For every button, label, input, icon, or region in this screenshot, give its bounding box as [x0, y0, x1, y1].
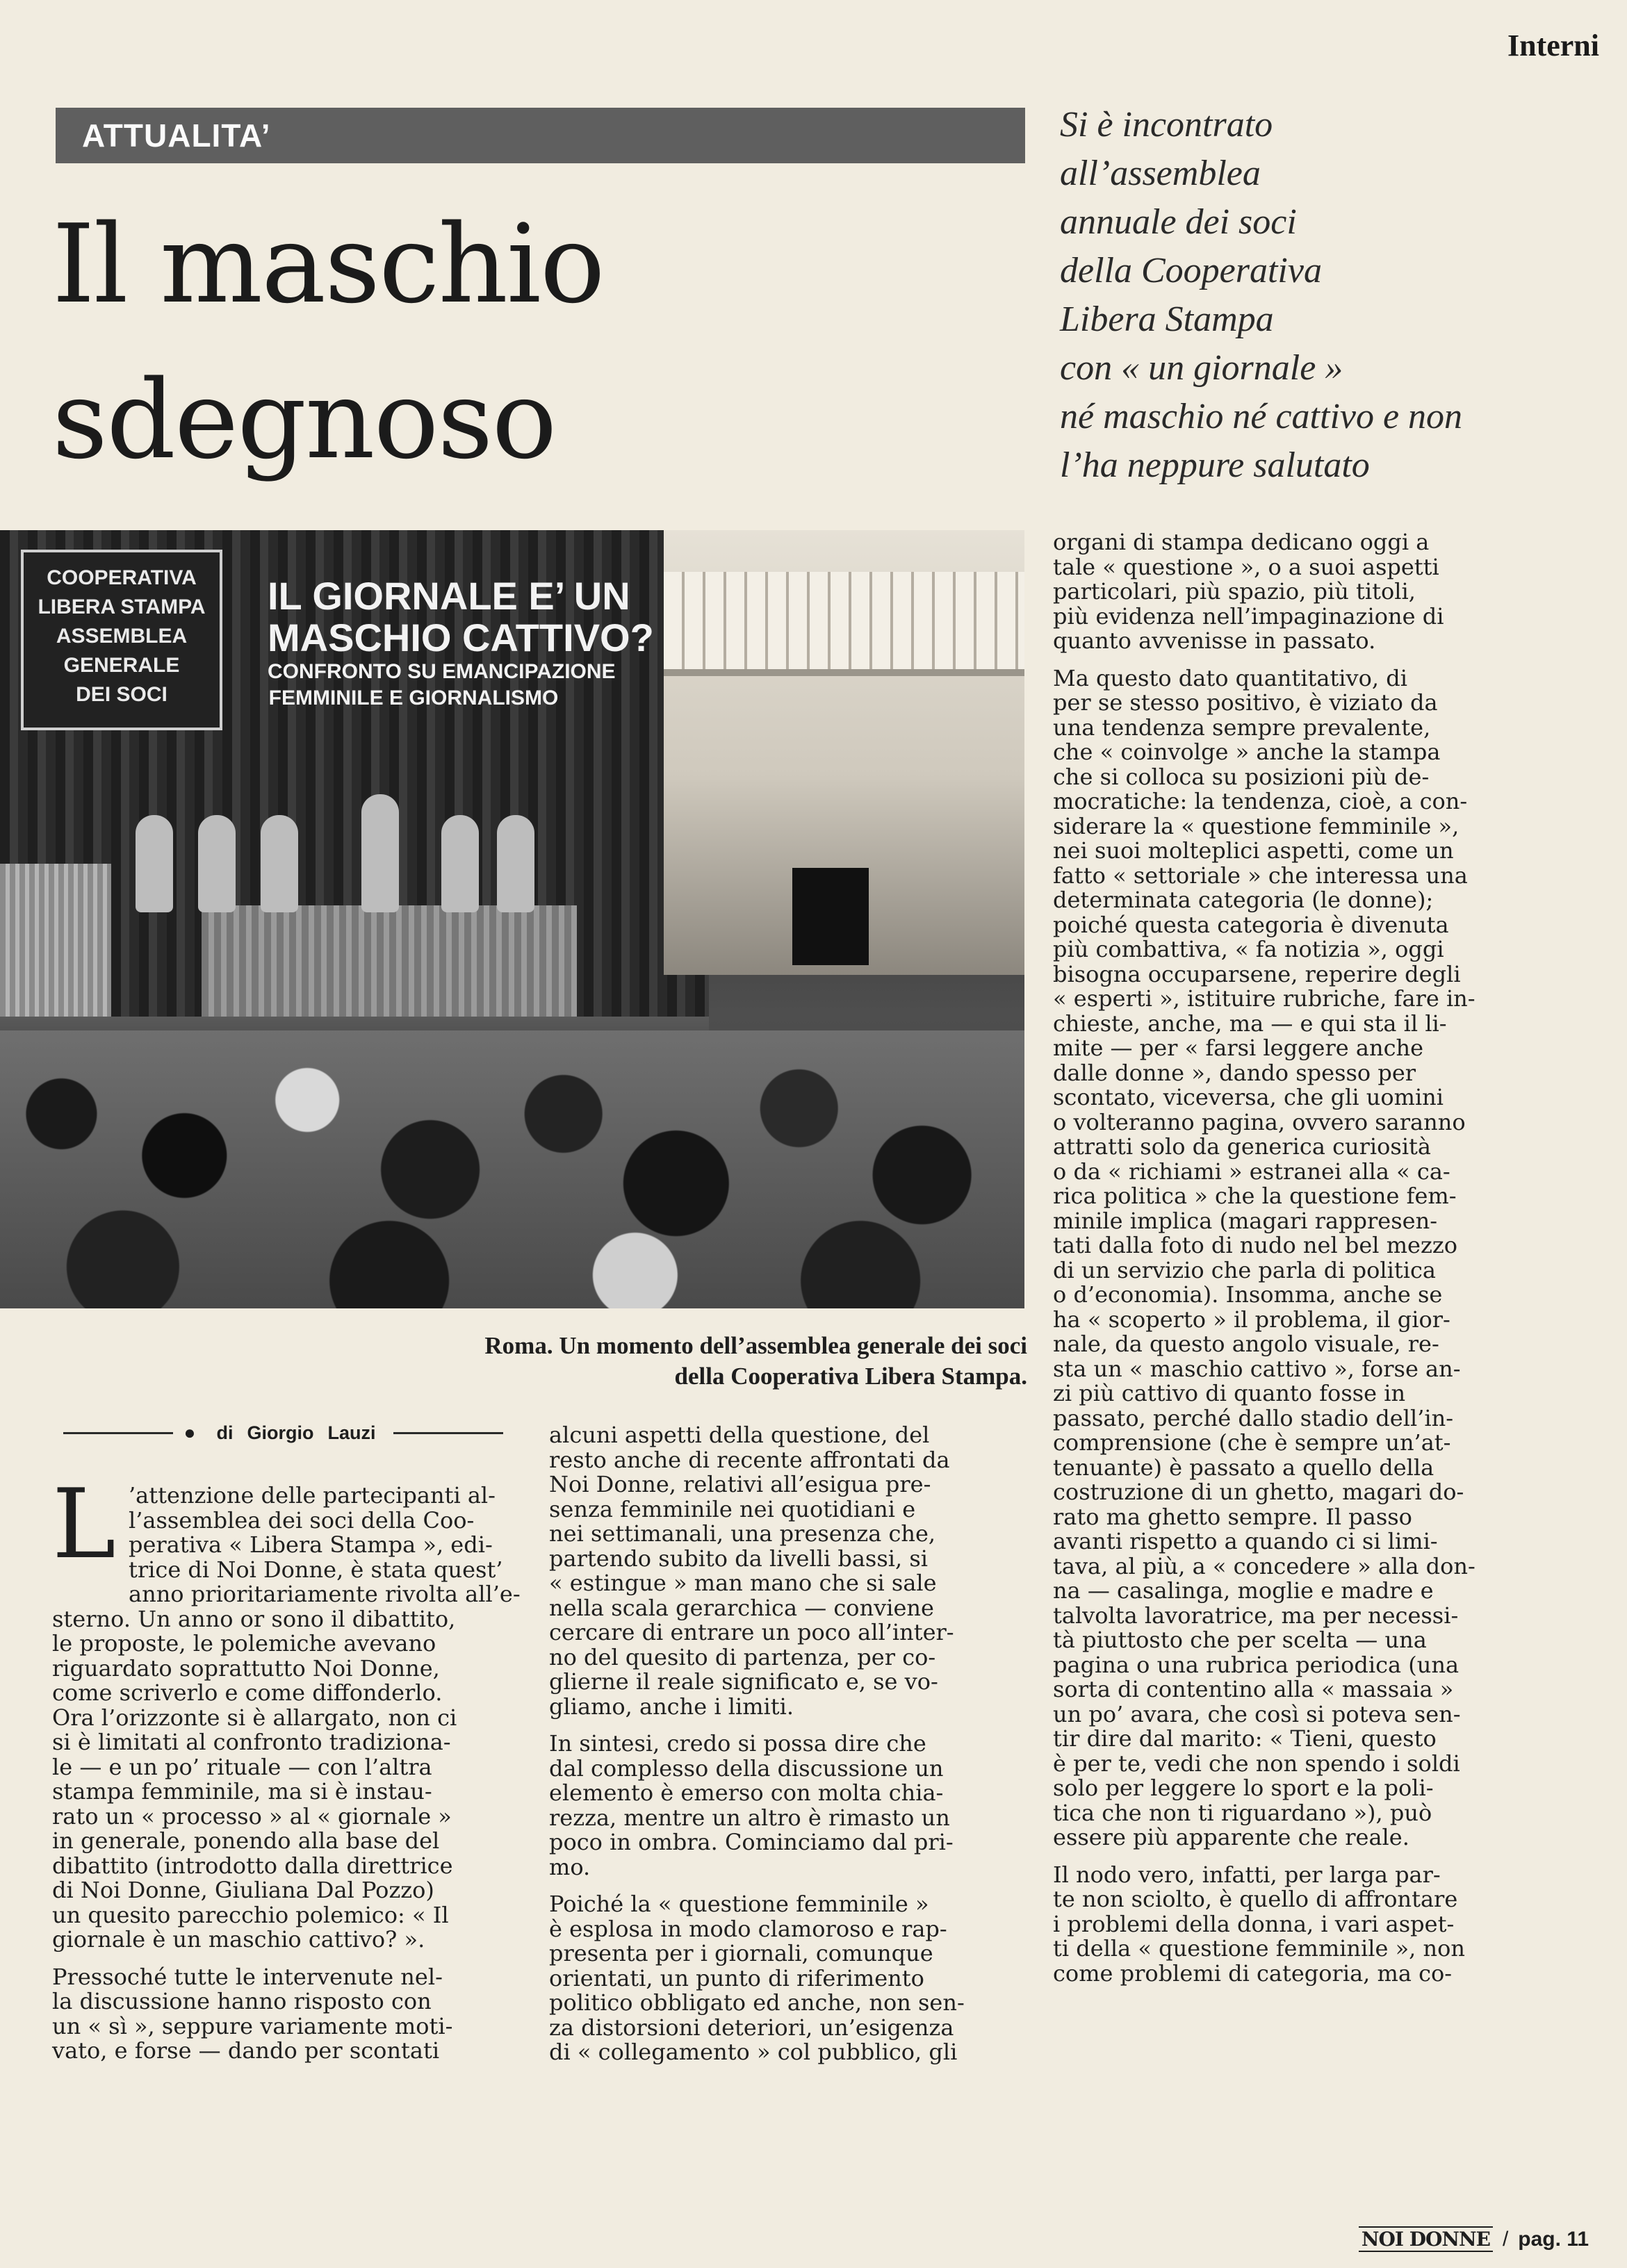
drop-cap: L — [52, 1468, 116, 1580]
article-line: una tendenza sempre prevalente, — [1053, 714, 1431, 741]
article-line: rato ma ghetto sempre. Il passo — [1053, 1503, 1412, 1530]
article-line: solo per leggere lo sport e la poli- — [1053, 1775, 1434, 1801]
article-line: anno prioritariamente rivolta all’e- — [129, 1581, 521, 1607]
article-line: determinata categoria (le donne); — [1053, 887, 1434, 913]
article-line: che si colloca su posizioni più de- — [1053, 763, 1430, 790]
debate-banner — [268, 574, 654, 712]
panelist — [136, 815, 173, 912]
draped-lectern — [0, 864, 111, 1030]
subtitle — [1060, 101, 1588, 490]
article-line: si è limitati al confronto tradiziona- — [52, 1729, 451, 1755]
article-line: trice di Noi Donne, è stata quest’ — [129, 1556, 503, 1583]
page-footer — [1359, 2226, 1589, 2252]
article-line: tenuante) è passato a quello della — [1053, 1454, 1434, 1481]
article-line: « esperti », istituire rubriche, fare in- — [1053, 985, 1475, 1012]
audience-crowd — [0, 1030, 1024, 1308]
article-line: vato, e forse — dando per scontati — [52, 2037, 440, 2064]
panelist — [441, 815, 479, 912]
article-line: ha « scoperto » il problema, il gior- — [1053, 1306, 1450, 1333]
article-line: elemento è emerso con molta chia- — [549, 1780, 944, 1806]
article-line: politico obbligato ed anche, non sen- — [549, 1989, 965, 2016]
balcony-railing — [664, 572, 1024, 676]
article-line: te non sciolto, è quello di affrontare — [1053, 1886, 1458, 1912]
cooperative-banner — [21, 550, 222, 730]
article-line: in generale, ponendo alla base del — [52, 1827, 440, 1854]
article-line: le proposte, le polemiche avevano — [52, 1630, 436, 1657]
article-line: riguardato soprattutto Noi Donne, — [52, 1654, 440, 1682]
article-line: stampa femminile, ma si è instau- — [52, 1778, 432, 1805]
article-line: come scriverlo e come diffonderlo. — [52, 1679, 443, 1706]
article-line: ’attenzione delle partecipanti al- — [129, 1482, 496, 1509]
paragraph-break — [1053, 1850, 1532, 1863]
article-line: più combattiva, « fa notizia », oggi — [1053, 936, 1444, 962]
article-line: avanti rispetto a quando ci si limi- — [1053, 1528, 1438, 1554]
article-line: nei suoi molteplici aspetti, come un — [1053, 837, 1454, 864]
article-line: comprensione (che è sempre un’at- — [1053, 1429, 1451, 1456]
article-line: attratti solo da generica curiosità — [1053, 1133, 1431, 1160]
article-line: talvolta lavoratrice, ma per necessi- — [1053, 1602, 1459, 1629]
footer-separator: / — [1502, 2227, 1509, 2251]
article-line: più evidenza nell’impaginazione di — [1053, 602, 1444, 630]
subtitle-line: all’assemblea — [1060, 154, 1261, 193]
headline — [52, 186, 1011, 498]
article-line: mo. — [549, 1853, 591, 1880]
article-line: orientati, un punto di riferimento — [549, 1964, 924, 1991]
article-line: giornale è un maschio cattivo? ». — [52, 1926, 425, 1953]
subtitle-line: annuale dei soci — [1060, 202, 1297, 242]
article-line: dibattito (introdotto dalla direttrice — [52, 1852, 453, 1879]
article-line: cercare di entrare un poco all’inter- — [549, 1619, 954, 1645]
article-line: fatto « settoriale » che interessa una — [1053, 862, 1468, 889]
banner-line: GENERALE — [63, 654, 180, 677]
article-line: gliamo, anche i limiti. — [549, 1693, 794, 1720]
article-line: tale « questione », o a suoi aspetti — [1053, 553, 1439, 580]
article-line: In sintesi, credo si possa dire che — [549, 1730, 926, 1757]
article-line: un « sì », seppure variamente moti- — [52, 2012, 453, 2039]
subtitle-line: l’ha neppure salutato — [1060, 445, 1370, 485]
subtitle-line: né maschio né cattivo e non — [1060, 397, 1463, 436]
banner-title-line: IL GIORNALE E’ UN — [268, 574, 630, 618]
article-line: ti della « questione femminile », non — [1053, 1935, 1465, 1962]
article-line: mite — per « farsi leggere anche — [1053, 1035, 1424, 1061]
article-line: passato, perché dallo stadio dell’in- — [1053, 1404, 1454, 1431]
loudspeaker — [792, 868, 869, 965]
article-line: o da « richiami » estranei alla « ca- — [1053, 1158, 1450, 1185]
article-line: organi di stampa dedicano oggi a — [1053, 529, 1430, 555]
article-line: o volteranno pagina, ovvero saranno — [1053, 1108, 1466, 1135]
headline-line: Il maschio — [52, 201, 604, 327]
article-line: chieste, anche, ma — e qui sta il li- — [1053, 1010, 1447, 1037]
article-line: rezza, mentre un altro è rimasto un — [549, 1804, 950, 1831]
article-line: quanto avvenisse in passato. — [1053, 627, 1376, 654]
subtitle-line: Libera Stampa — [1060, 299, 1274, 339]
article-line: come problemi di categoria, ma co- — [1053, 1959, 1453, 1987]
article-line: dalle donne », dando spesso per — [1053, 1059, 1416, 1086]
article-line: o d’economia). Insomma, anche se — [1053, 1281, 1443, 1308]
article-line: « estingue » man mano che si sale — [549, 1570, 937, 1596]
article-line: un po’ avara, che così si poteva sen- — [1053, 1700, 1461, 1727]
article-line: di un servizio che parla di politica — [1053, 1256, 1436, 1283]
article-line: la discussione hanno risposto con — [52, 1988, 432, 2014]
section-label: Interni — [1507, 28, 1599, 63]
article-line: per se stesso positivo, è viziato da — [1053, 689, 1438, 716]
article-line: nale, da questo angolo visuale, re- — [1053, 1331, 1439, 1357]
article-line: tati dalla foto di nudo nel bel mezzo — [1053, 1232, 1457, 1258]
article-line: di Noi Donne, Giuliana Dal Pozzo) — [52, 1877, 434, 1903]
author-last-name: Lauzi — [327, 1422, 376, 1443]
magazine-logo: NOI DONNE — [1359, 2226, 1493, 2252]
article-line: costruzione di un ghetto, magari do- — [1053, 1479, 1464, 1505]
article-line: che « coinvolge » anche la stampa — [1053, 739, 1441, 765]
article-line: partendo subito da livelli bassi, si — [549, 1545, 928, 1572]
article-line: nella scala gerarchica — conviene — [549, 1594, 934, 1621]
article-line: zi più cattivo di quanto fosse in — [1053, 1380, 1406, 1406]
paragraph-break — [52, 1953, 518, 1965]
article-line: dal complesso della discussione un — [549, 1755, 944, 1782]
subtitle-line: della Cooperativa — [1060, 251, 1322, 290]
article-line: è per te, vedi che non spendo i soldi — [1053, 1750, 1460, 1777]
article-line: tica che non ti riguardano »), può — [1053, 1799, 1432, 1826]
rubric-bar — [56, 108, 1025, 163]
author-first-name: Giorgio — [247, 1422, 314, 1443]
banner-line: COOPERATIVA — [47, 566, 197, 589]
subtitle-line: con « un giornale » — [1060, 348, 1343, 388]
article-line: senza femminile nei quotidiani e — [549, 1495, 916, 1522]
article-line: za distorsioni deteriori, un’esigenza — [549, 2014, 954, 2041]
headline-line: sdegnoso — [52, 356, 556, 483]
assembly-photo — [0, 530, 1024, 1308]
standing-speaker — [361, 794, 399, 912]
article-line: na — casalinga, moglie e madre e — [1053, 1577, 1434, 1604]
article-line: rato un « processo » al « giornale » — [52, 1802, 452, 1830]
byline-rule — [63, 1432, 173, 1434]
article-line: un quesito parecchio polemico: « Il — [52, 1901, 449, 1928]
article-line: tir dire dal marito: « Tieni, questo — [1053, 1725, 1437, 1752]
caption-line: della Cooperativa Libera Stampa. — [674, 1363, 1027, 1390]
article-line: bisogna occuparsene, reperire degli — [1053, 960, 1461, 987]
banner-subtitle-line: CONFRONTO SU EMANCIPAZIONE — [268, 660, 616, 683]
article-line: l’assemblea dei soci della Coo- — [129, 1506, 475, 1534]
bullet-icon: ● — [183, 1422, 196, 1443]
article-line: poiché questa categoria è divenuta — [1053, 911, 1449, 938]
banner-title-line: MASCHIO CATTIVO? — [268, 616, 654, 659]
article-line: Pressoché tutte le intervenute nel- — [52, 1963, 443, 1990]
article-line: sorta di contentino alla « massaia » — [1053, 1676, 1454, 1702]
speakers-table — [202, 905, 577, 1024]
article-line: nei settimanali, una presenza che, — [549, 1520, 936, 1547]
article-line: alcuni aspetti della questione, del — [549, 1422, 930, 1448]
article-line: presenta per i giornali, comunque — [549, 1940, 933, 1966]
article-line: le — e un po’ rituale — con l’altra — [52, 1753, 432, 1780]
article-column-2 — [549, 1423, 1025, 2065]
article-line: particolari, più spazio, più titoli, — [1053, 578, 1416, 605]
article-line: essere più apparente che reale. — [1053, 1824, 1409, 1850]
rubric-label: ATTUALITA’ — [82, 117, 271, 154]
article-line: tava, al più, a « concedere » alla don- — [1053, 1552, 1475, 1579]
paragraph-break — [1053, 654, 1532, 666]
banner-line: ASSEMBLEA — [56, 625, 188, 648]
article-line: Ma questo dato quantitativo, di — [1053, 664, 1407, 691]
article-line: no del quesito di partenza, per co- — [549, 1643, 936, 1670]
byline-rule — [393, 1432, 503, 1434]
article-line: siderare la « questione femminile », — [1053, 812, 1460, 839]
article-line: Poiché la « questione femminile » — [549, 1891, 929, 1917]
photo-caption — [139, 1331, 1027, 1392]
article-line: Ora l’orizzonte si è allargato, non ci — [52, 1704, 457, 1731]
article-line: mocratiche: la tendenza, cioè, a con- — [1053, 788, 1468, 814]
article-line: tà piuttosto che per scelta — una — [1053, 1627, 1427, 1653]
banner-line: DEI SOCI — [76, 683, 167, 706]
byline — [52, 1418, 514, 1448]
article-line: scontato, viceversa, che gli uomini — [1053, 1084, 1444, 1110]
article-line: perativa « Libera Stampa », edi- — [129, 1531, 493, 1558]
article-line: di « collegamento » col pubblico, gli — [549, 2039, 958, 2065]
article-line: minile implica (magari rappresen- — [1053, 1207, 1437, 1234]
subtitle-line: Si è incontrato — [1060, 105, 1273, 145]
article-line: pagina o una rubrica periodica (una — [1053, 1651, 1460, 1678]
caption-line: Roma. Un momento dell’assemblea generale dei soci — [484, 1332, 1027, 1359]
article-line: poco in ombra. Cominciamo dal pri- — [549, 1829, 954, 1855]
article-line: è esplosa in modo clamoroso e rap- — [549, 1915, 947, 1942]
byline-prefix: di — [216, 1422, 234, 1443]
article-line: glierne il reale significato e, se vo- — [549, 1668, 938, 1695]
panelist — [497, 815, 534, 912]
banner-subtitle-line: FEMMINILE E GIORNALISMO — [268, 687, 559, 709]
panelist — [261, 815, 298, 912]
page-number: pag. 11 — [1518, 2227, 1589, 2251]
article-line: sterno. Un anno or sono il dibattito, — [52, 1605, 456, 1632]
article-line: sta un « maschio cattivo », forse an- — [1053, 1355, 1461, 1382]
article-line: Il nodo vero, infatti, per larga par- — [1053, 1861, 1441, 1888]
article-line: Noi Donne, relativi all’esigua pre- — [549, 1471, 931, 1497]
banner-line: LIBERA STAMPA — [38, 595, 206, 618]
article-line: resto anche di recente affrontati da — [549, 1446, 950, 1473]
article-line: rica politica » che la questione fem- — [1053, 1183, 1457, 1209]
article-column-1 — [52, 1482, 521, 2064]
article-line: i problemi della donna, i vari aspet- — [1053, 1910, 1455, 1937]
article-column-3 — [1053, 530, 1532, 1986]
panelist — [198, 815, 236, 912]
